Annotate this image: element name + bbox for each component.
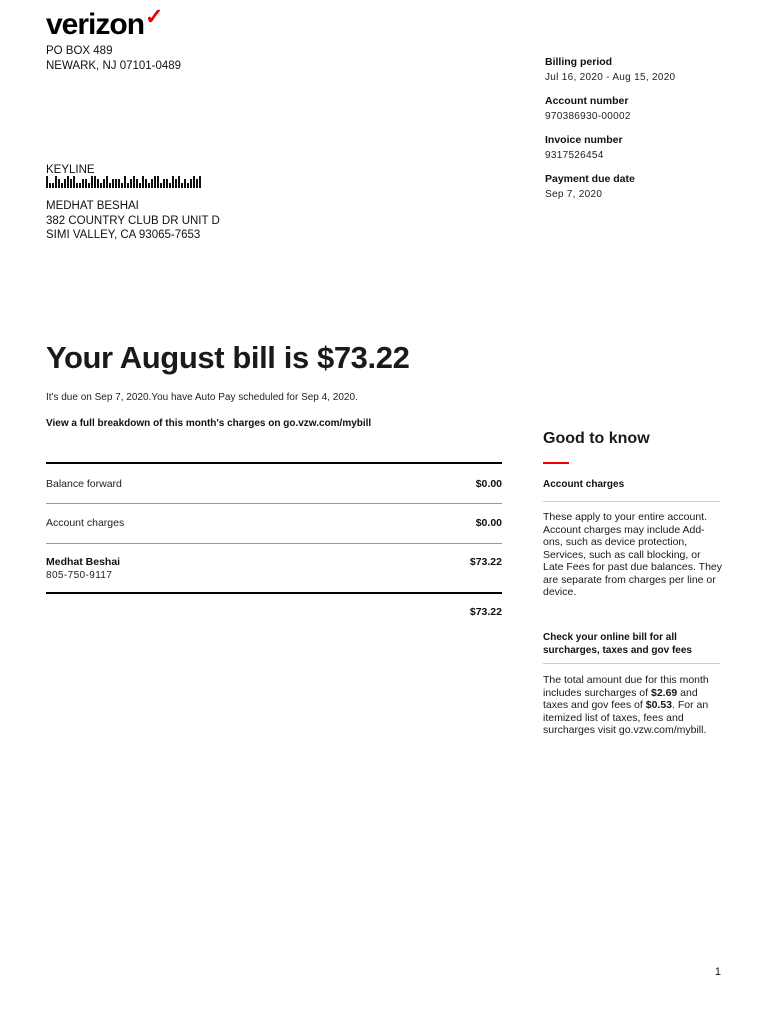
- barcode-bar: [79, 183, 81, 188]
- surcharge-amount: $2.69: [650, 686, 678, 699]
- balance-forward-value: $0.00: [475, 478, 502, 490]
- barcode-bar: [106, 176, 108, 188]
- account-charges-label: Account charges: [46, 517, 125, 529]
- account-charges-heading: Account charges: [543, 479, 625, 490]
- brand-check-icon: ✓: [145, 4, 163, 29]
- billing-period-value: Jul 16, 2020 - Aug 15, 2020: [545, 72, 676, 83]
- line-phone-number: 805-750-9117: [46, 570, 113, 581]
- barcode-bar: [118, 179, 120, 188]
- surcharges-info: [543, 674, 723, 737]
- account-number-label: Account number: [545, 95, 629, 107]
- barcode-bar: [193, 176, 195, 188]
- surcharges-text-3: . For an itemized list of taxes, fees and surcharges visit go.vzw.com/mybill.: [543, 699, 709, 736]
- barcode-bar: [49, 183, 51, 188]
- barcode-bar: [163, 179, 165, 188]
- barcode-bar: [148, 183, 150, 188]
- barcode-bar: [157, 176, 159, 188]
- barcode-bar: [172, 176, 174, 188]
- online-bill-heading: Check your online bill for all surcharges, taxes and gov fees: [543, 632, 692, 656]
- line-charges-value: $73.22: [469, 556, 502, 568]
- barcode-bar: [70, 179, 72, 188]
- table-top-rule: [46, 462, 502, 464]
- brand-name: verizon: [46, 8, 145, 41]
- barcode-bar: [154, 176, 156, 188]
- account-number-value: 970386930-00002: [545, 111, 631, 122]
- section-divider: [543, 501, 720, 502]
- recipient-name: MEDHAT BESHAI: [46, 200, 139, 212]
- barcode-bar: [85, 179, 87, 188]
- section-divider: [543, 663, 720, 664]
- barcode-bar: [109, 183, 111, 188]
- balance-forward-label: Balance forward: [46, 478, 122, 490]
- barcode-bar: [121, 183, 123, 188]
- barcode-bar: [187, 183, 189, 188]
- barcode-bar: [103, 179, 105, 188]
- barcode-bar: [61, 183, 63, 188]
- keyline-label: KEYLINE: [46, 164, 95, 176]
- barcode-bar: [151, 179, 153, 188]
- barcode-bar: [142, 176, 144, 188]
- barcode-bar: [166, 179, 168, 188]
- barcode-bar: [55, 176, 57, 188]
- barcode-bar: [199, 176, 201, 188]
- barcode-bar: [73, 176, 75, 188]
- sender-address: [46, 44, 181, 73]
- barcode-bar: [160, 183, 162, 188]
- billing-period-label: Billing period: [545, 56, 613, 68]
- barcode-bar: [130, 179, 132, 188]
- billing-meta: [545, 56, 675, 200]
- recipient-street: 382 COUNTRY CLUB DR UNIT D: [46, 214, 220, 227]
- invoice-number-label: Invoice number: [545, 134, 623, 146]
- row-divider: [46, 543, 502, 544]
- barcode-bar: [52, 183, 54, 188]
- bill-headline: Your August bill is $73.22: [46, 340, 410, 375]
- account-charges-value: $0.00: [475, 517, 502, 529]
- barcode-bar: [91, 176, 93, 188]
- barcode-bar: [145, 179, 147, 188]
- recipient-city: SIMI VALLEY, CA 93065-7653: [46, 229, 201, 241]
- barcode-bar: [133, 176, 135, 188]
- line-owner-name: Medhat Beshai: [46, 556, 121, 568]
- barcode-bar: [184, 179, 186, 188]
- breakdown-link-text[interactable]: View a full breakdown of this month's charges on go.vzw.com/mybill: [46, 418, 372, 429]
- good-to-know-title: Good to know: [543, 430, 650, 447]
- barcode-bar: [88, 183, 90, 188]
- due-date-label: Payment due date: [545, 173, 635, 185]
- sender-line2: NEWARK, NJ 07101-0489: [46, 59, 182, 72]
- barcode-bar: [178, 176, 180, 188]
- due-text: It's due on Sep 7, 2020.You have Auto Pay scheduled for Sep 4, 2020.: [46, 392, 358, 403]
- barcode-bar: [139, 183, 141, 188]
- barcode-bar: [124, 176, 126, 188]
- invoice-number-value: 9317526454: [545, 150, 604, 161]
- barcode-bar: [46, 176, 48, 188]
- barcode-bar: [64, 179, 66, 188]
- sender-line1: PO BOX 489: [46, 45, 113, 57]
- barcode-bar: [100, 183, 102, 188]
- recipient-address: [46, 199, 220, 243]
- verizon-logo: [46, 4, 163, 41]
- barcode-bar: [94, 176, 96, 188]
- barcode-bar: [181, 183, 183, 188]
- barcode-bar: [67, 176, 69, 188]
- due-date-value: Sep 7, 2020: [545, 189, 603, 200]
- page-number: 1: [714, 966, 721, 978]
- surcharges-text-2: and taxes and gov fees of: [543, 686, 698, 711]
- fees-amount: $0.53: [645, 699, 673, 711]
- postal-barcode: [46, 176, 242, 188]
- barcode-bar: [169, 183, 171, 188]
- surcharges-text-1: The total amount due for this month includes surcharges of: [543, 674, 709, 699]
- barcode-bar: [196, 179, 198, 188]
- barcode-bar: [58, 179, 60, 188]
- barcode-bar: [190, 179, 192, 188]
- barcode-bar: [136, 179, 138, 188]
- barcode-bar: [97, 179, 99, 188]
- accent-dash: [543, 462, 569, 464]
- barcode-bar: [127, 183, 129, 188]
- barcode-bar: [115, 179, 117, 188]
- total-value: $73.22: [469, 606, 502, 618]
- barcode-bar: [82, 179, 84, 188]
- barcode-bar: [76, 183, 78, 188]
- barcode-bar: [175, 179, 177, 188]
- table-bottom-rule: [46, 592, 502, 594]
- account-charges-info: These apply to your entire account. Account charges may include Add-ons, such as device protection, Services, such as call blocking, or Late Fees for past due balances. They are separate from charges per line or device.: [543, 511, 723, 598]
- barcode-bar: [112, 179, 114, 188]
- row-divider: [46, 503, 502, 504]
